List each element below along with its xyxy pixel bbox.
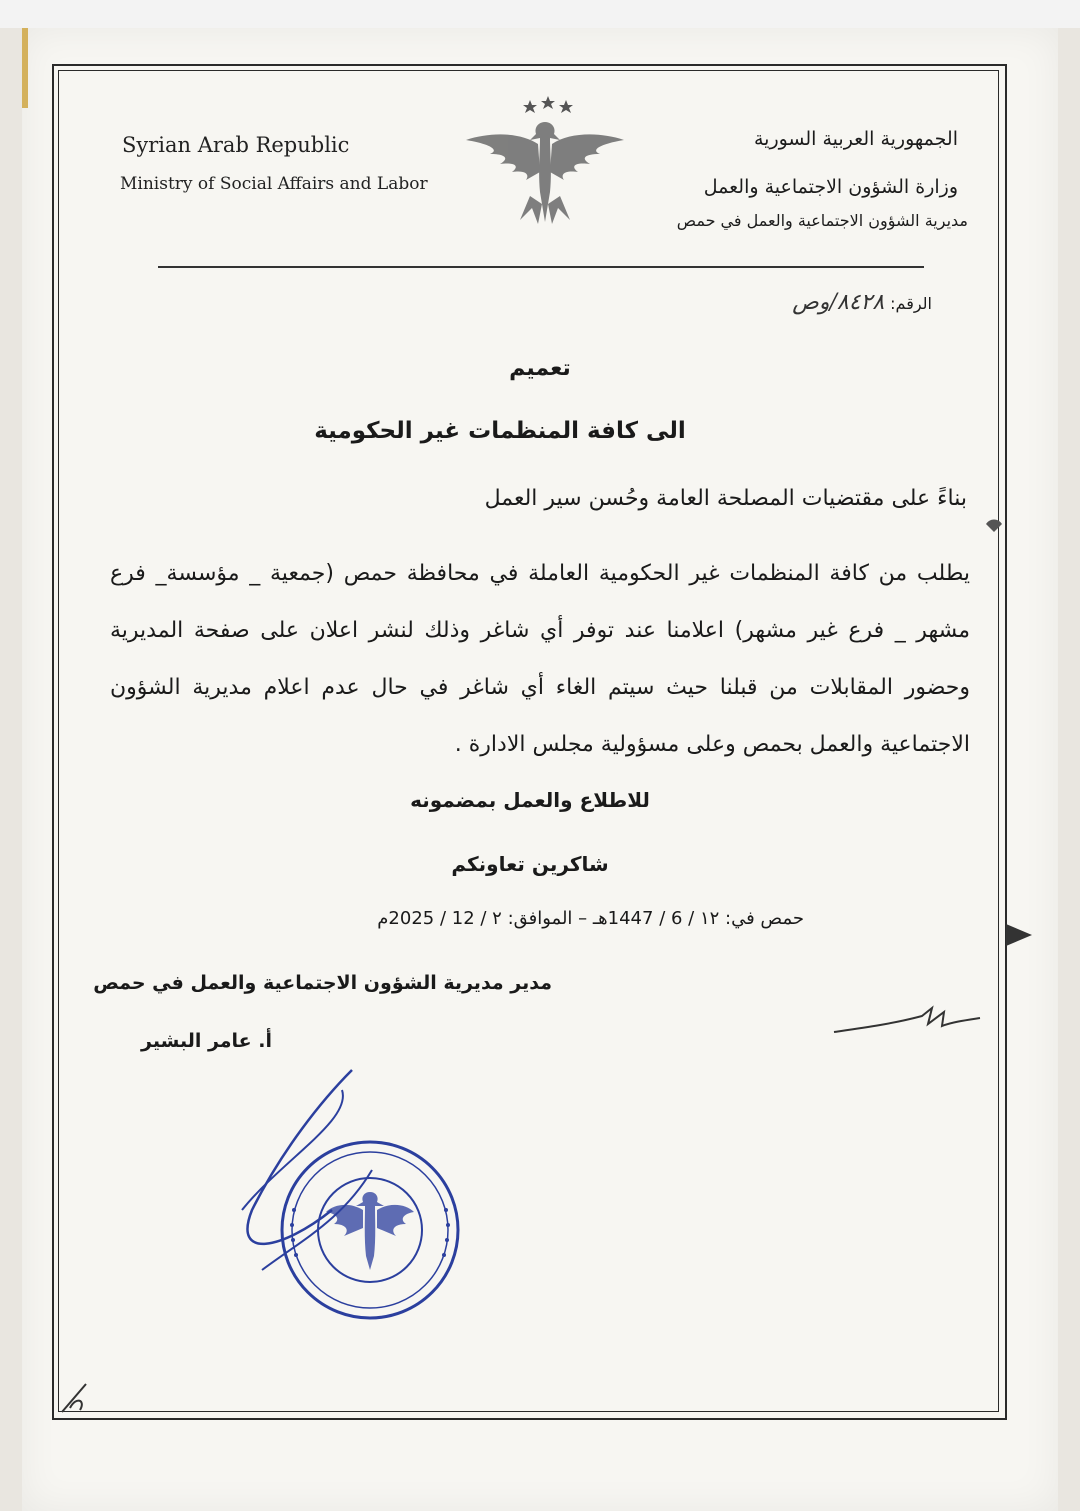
reference-number <box>792 290 932 315</box>
header-ar-ministry: وزارة الشؤون الاجتماعية والعمل <box>703 176 958 198</box>
reference-label: الرقم: <box>890 294 932 313</box>
closing-line-1: للاطلاع والعمل بمضمونه <box>410 788 650 812</box>
date-line: حمص في: ١٢ / 6 / 1447هـ – الموافق: ٢ / 12 / 2025م <box>377 908 804 929</box>
official-stamp-icon <box>222 1060 472 1320</box>
main-paragraph: يطلب من كافة المنظمات غير الحكومية العاملة في محافظة حمص (جمعية _ مؤسسة_ فرع مشهر _ فرع غير مشهر) اعلامنا عند توفر أي شاغر وذلك لنشر اعلان على صفحة المديرية وحضور المقابلات من قبلنا حيث سيتم الغاء أي شاغر في حال عدم اعلام مديرية الشؤون الاجتماعية والعمل بحمص وعلى مسؤولية مجلس الادارة . <box>110 561 970 757</box>
page-mark-icon <box>56 1378 96 1418</box>
closing-line-2: شاكرين تعاونكم <box>451 852 609 876</box>
signatory-name: أ. عامر البشير <box>141 1030 272 1052</box>
header-en-ministry: Ministry of Social Affairs and Labor <box>120 174 428 194</box>
header-en-country: Syrian Arab Republic <box>122 133 350 157</box>
margin-signature-icon <box>832 1002 982 1038</box>
intro-line: بناءً على مقتضيات المصلحة العامة وحُسن سير العمل <box>484 486 967 511</box>
binder-clip-icon <box>982 512 1006 536</box>
reference-value: ٨٤٢٨/وص <box>792 290 885 315</box>
recipient-title: الى كافة المنظمات غير الحكومية <box>314 418 686 444</box>
circular-title: تعميم <box>509 356 571 381</box>
signatory-title: مدير مديرية الشؤون الاجتماعية والعمل في حمص <box>93 972 552 994</box>
header-ar-directorate: مديرية الشؤون الاجتماعية والعمل في حمص <box>676 211 968 230</box>
binder-hole-icon <box>1002 922 1036 948</box>
top-strip <box>0 0 1080 28</box>
paper-edge <box>22 28 28 108</box>
header-ar-country: الجمهورية العربية السورية <box>753 128 958 150</box>
header-divider <box>158 266 924 268</box>
eagle-emblem-icon <box>460 92 630 232</box>
